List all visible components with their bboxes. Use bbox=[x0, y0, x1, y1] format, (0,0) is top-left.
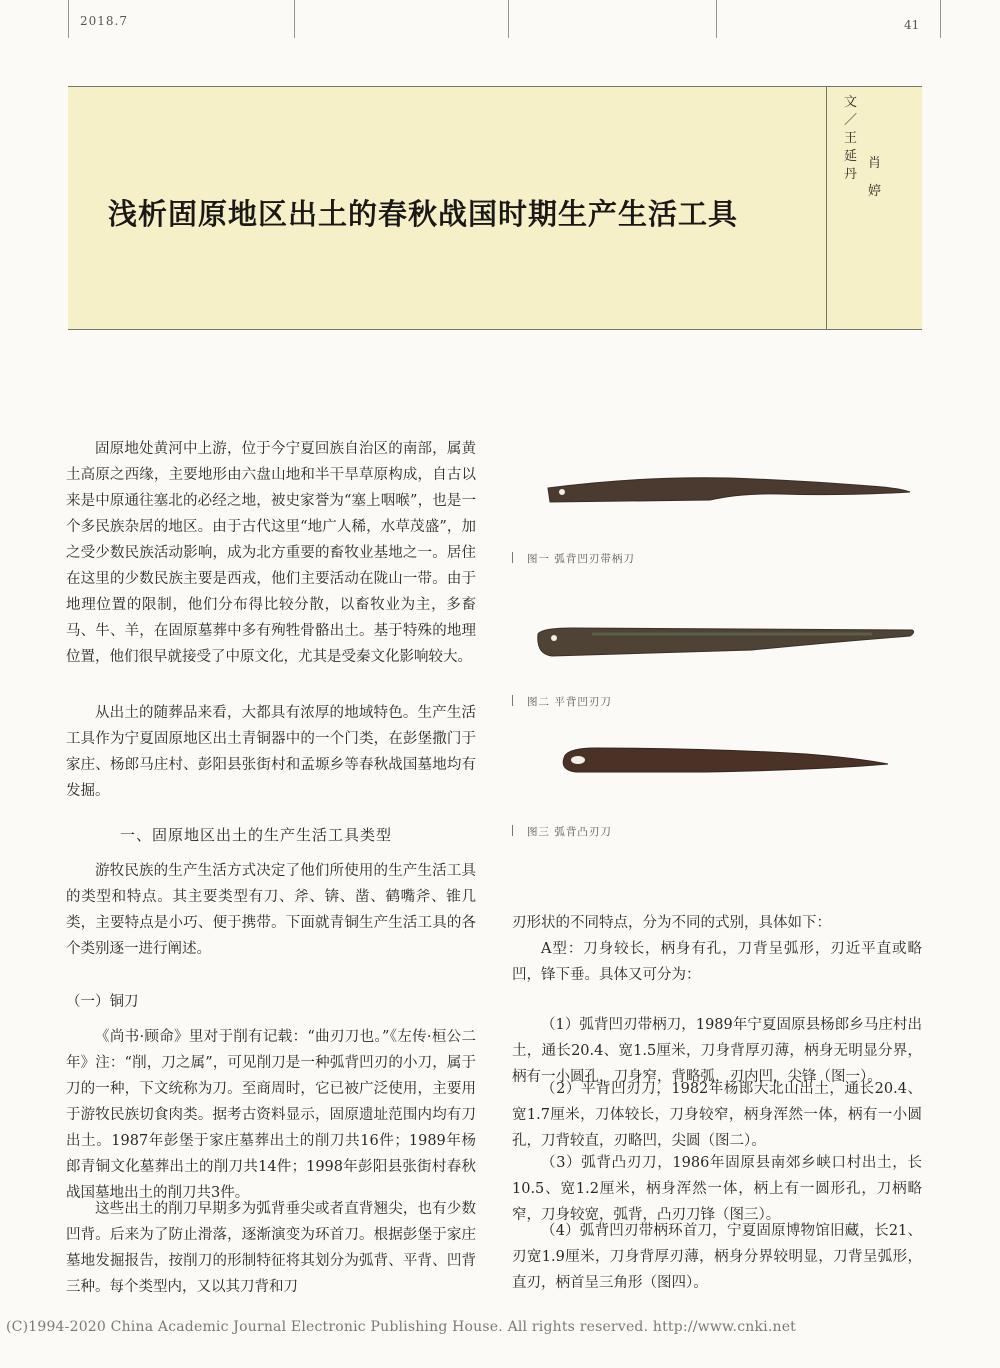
knife-text-2: 这些出土的削刀早期多为弧背垂尖或者直背翘尖，也有少数凹背。后来为了防止滑落，逐渐演变为环首刀。根据彭堡于家庄墓地发掘报告，按削刀的形制特征将其划分为弧背、平背、凹背三种。每个类型内，又以其刀背和刀 bbox=[66, 1201, 476, 1295]
header-rule-mid-left bbox=[294, 0, 295, 38]
intro-paragraph-1 bbox=[66, 436, 476, 670]
figure-1-caption bbox=[512, 551, 635, 566]
item-4-text: （4）弧背凹刃带柄环首刀，宁夏固原博物馆旧藏，长21、刃宽1.9厘米，刀身背厚刃薄，柄身分界较明显，刀背呈弧形，直刃，柄首呈三角形（图四）。 bbox=[512, 1223, 922, 1291]
copyright-footer: (C)1994-2020 China Academic Journal Electronic Publishing House. All rights reserved. http://www.cnki.net bbox=[6, 1319, 797, 1335]
continuation-text: 刃形状的不同特点，分为不同的式别，具体如下： bbox=[512, 915, 831, 931]
item-3-text: （3）弧背凸刃刀，1986年固原县南郊乡峡口村出土，长10.5、宽1.2厘米，柄身浑然一体，柄上有一圆形孔，刀柄略窄，刀身较宽，弧背，凸刃刀锋（图三）。 bbox=[512, 1155, 922, 1223]
title-divider bbox=[826, 86, 827, 329]
intro-paragraph-2 bbox=[66, 700, 476, 804]
section-heading: 一、固原地区出土的生产生活工具类型 bbox=[120, 826, 393, 844]
figure-2-caption bbox=[512, 694, 612, 709]
figure-3-caption-text: 图三 弧背凸刃刀 bbox=[527, 826, 612, 838]
knife-paragraph-1 bbox=[66, 1024, 476, 1206]
figure-2-caption-text: 图二 平背凹刃刀 bbox=[527, 696, 612, 708]
type-a-paragraph bbox=[512, 936, 922, 988]
knife-paragraph-2 bbox=[66, 1196, 476, 1300]
right-continuation bbox=[512, 910, 922, 936]
journal-issue: 2018.7 bbox=[80, 14, 128, 28]
author-label: 文／王延丹 bbox=[844, 95, 858, 182]
header-rule-edge bbox=[940, 0, 941, 38]
item-2-text: （2）平背凹刃刀，1982年杨郎大北山出土，通长20.4、宽1.7厘米，刀体较长，刀身较窄，柄身浑然一体，柄有一小圆孔，刀背较直，刃略凹，尖圆（图二）。 bbox=[512, 1081, 922, 1149]
header-rule-left bbox=[68, 0, 69, 38]
intro-text-2: 从出土的随葬品来看，大都具有浓厚的地域特色。生产生活工具作为宁夏固原地区出土青铜器中的一个门类，在彭堡撒门于家庄、杨郎马庄村、彭阳县张街村和孟塬乡等春秋战国墓地均有发掘。 bbox=[66, 705, 476, 799]
figure-3-knife-image bbox=[556, 738, 896, 780]
item-1-text: （1）弧背凹刃带柄刀，1989年宁夏固原县杨郎乡马庄村出土，通长20.4、宽1.5厘米，刀身背厚刃薄，柄身无明显分界，柄有一小圆孔，刀身窄，背略弧，刃内凹，尖锋（图一）。 bbox=[512, 1017, 922, 1085]
item-4-paragraph bbox=[512, 1218, 922, 1296]
page-number: 41 bbox=[904, 18, 920, 32]
header-rule-mid-right bbox=[508, 0, 509, 38]
intro-text-1: 固原地处黄河中上游，位于今宁夏回族自治区的南部，属黄土高原之西缘，主要地形由六盘山地和半干旱草原构成，自古以来是中原通往塞北的必经之地，被史家誉为“塞上咽喉”，也是一个多民族杂居的地区。由于古代这里“地广人稀，水草茂盛”，加之受少数民族活动影响，成为北方重要的畜牧业基地之一。居住在这里的少数民族主要是西戎，他们主要活动在陇山一带。由于地理位置的限制，他们分布得比较分散，以畜牧业为主，多畜马、牛、羊，在固原墓葬中多有殉牲骨骼出土。基于特殊的地理位置，他们很早就接受了中原文化，尤其是受秦文化影响较大。 bbox=[66, 441, 476, 665]
knife-text-1: 《尚书·顾命》里对于削有记载：“曲刃刀也。”《左传·桓公二年》注：“削，刀之属”，可见削刀是一种弧背凹刃的小刀，属于刀的一种，下文统称为刀。至商周时，它已被广泛使用，主要用于游牧民族切食肉类。据考古资料显示，固原遗址范围内均有刀出土。1987年彭堡于家庄墓葬出土的削刀共16件；1989年杨郎青铜文化墓葬出土的削刀共14件；1998年彭阳县张街村春秋战国墓地出土的削刀共3件。 bbox=[66, 1029, 476, 1201]
section-text: 游牧民族的生产生活方式决定了他们所使用的生产生活工具的类型和特点。其主要类型有刀、斧、锛、凿、鹤嘴斧、锥几类，主要特点是小巧、便于携带。下面就青铜生产生活工具的各个类别逐一进行阐述。 bbox=[66, 863, 476, 957]
item-3-paragraph bbox=[512, 1150, 922, 1228]
figure-3-caption bbox=[512, 824, 612, 839]
article-title: 浅析固原地区出土的春秋战国时期生产生活工具 bbox=[108, 197, 739, 231]
header-rule-right bbox=[716, 0, 717, 38]
subsection-heading: （一）铜刀 bbox=[66, 994, 139, 1010]
figure-2-knife-image bbox=[532, 620, 920, 666]
section-paragraph bbox=[66, 858, 476, 962]
item-2-paragraph bbox=[512, 1076, 922, 1154]
figure-1-caption-text: 图一 弧背凹刃带柄刀 bbox=[527, 553, 635, 565]
type-a-text: A型：刀身较长，柄身有孔，刀背呈弧形，刃近平直或略凹，锋下垂。具体又可分为： bbox=[512, 941, 922, 983]
author-second: 肖婷 bbox=[868, 156, 882, 199]
figure-1-knife-image bbox=[540, 470, 920, 510]
